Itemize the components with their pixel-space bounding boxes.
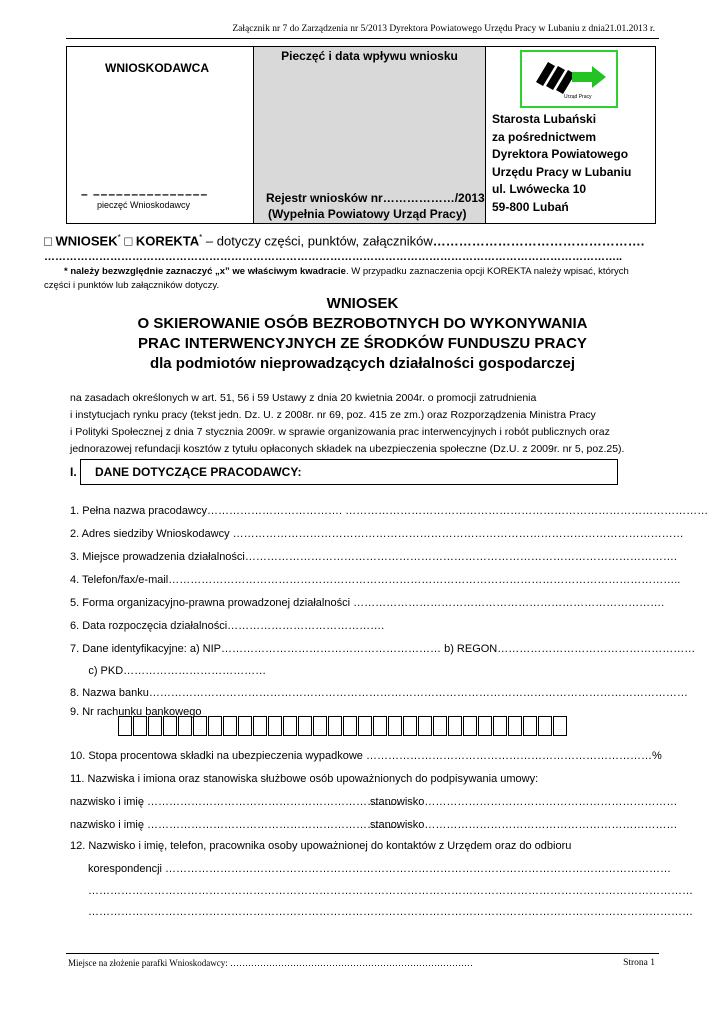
digit-box[interactable] bbox=[463, 716, 477, 736]
digit-box[interactable] bbox=[343, 716, 357, 736]
header-note: Załącznik nr 7 do Zarządzenia nr 5/2013 Dyrektora Powiatowego Urzędu Pracy w Lubaniu z dnia21.01.2013 r. bbox=[232, 24, 655, 34]
header-table bbox=[66, 46, 656, 224]
checkbox-korekta[interactable]: □ bbox=[124, 233, 133, 249]
footnote-mark: * bbox=[117, 233, 121, 242]
stamp-dashes: – ––––––––––––––– bbox=[81, 187, 209, 201]
digit-box[interactable] bbox=[313, 716, 327, 736]
registry-line: Rejestr wniosków nr………………/2013 bbox=[266, 191, 485, 205]
intro-line: na zasadach określonych w art. 51, 56 i 59 Ustawy z dnia 20 kwietnia 2004r. o promocji zatrudnienia bbox=[70, 392, 537, 404]
field-contact-person[interactable]: korespondencji ………………………………………………………………………………………………………………………… bbox=[88, 863, 672, 875]
digit-box[interactable] bbox=[223, 716, 237, 736]
digit-box[interactable] bbox=[283, 716, 297, 736]
digit-box[interactable] bbox=[358, 716, 372, 736]
field-pkd[interactable]: c) PKD………………………………… bbox=[70, 665, 267, 677]
digit-box[interactable] bbox=[403, 716, 417, 736]
digit-box[interactable] bbox=[118, 716, 132, 736]
field-contact-person-label: 12. Nazwisko i imię, telefon, pracownika osoby upoważnionej do kontaktów z Urzędem oraz do odbioru bbox=[70, 840, 572, 852]
field-signatories-label: 11. Nazwiska i imiona oraz stanowiska służbowe osób upoważnionych do podpisywania umowy: bbox=[70, 773, 539, 785]
digit-box[interactable] bbox=[448, 716, 462, 736]
digit-box[interactable] bbox=[478, 716, 492, 736]
field-bank-name[interactable]: 8. Nazwa banku………………………………………………………………………………………………………………………………… bbox=[70, 687, 688, 699]
digit-box[interactable] bbox=[418, 716, 432, 736]
digit-box[interactable] bbox=[148, 716, 162, 736]
intro-paragraph bbox=[70, 390, 624, 458]
addressee-block bbox=[492, 111, 631, 216]
field-start-date[interactable]: 6. Data rozpoczęcia działalności……………………………………. bbox=[70, 620, 385, 632]
field-place-of-activity[interactable]: 3. Miejsce prowadzenia działalności………………………………………………………………………………………………………. bbox=[70, 551, 677, 563]
address-line: Starosta Lubański bbox=[492, 112, 597, 126]
digit-box[interactable] bbox=[388, 716, 402, 736]
digit-box[interactable] bbox=[373, 716, 387, 736]
digit-box[interactable] bbox=[538, 716, 552, 736]
applicant-label: WNIOSKODAWCA bbox=[105, 61, 209, 75]
address-line: 59-800 Lubań bbox=[492, 199, 569, 214]
option-korekta-label: KOREKTA bbox=[135, 233, 200, 249]
initials-field[interactable]: Miejsce na złożenie parafki Wnioskodawcy: ……………………………………………………………………… bbox=[68, 958, 474, 968]
intro-line: i Polityki Społecznej z dnia 7 stycznia 2009r. w sprawie organizowania prac interwencyjnych i robót publicznych oraz bbox=[70, 426, 610, 438]
page-number: Strona 1 bbox=[623, 958, 655, 968]
address-line: Dyrektora Powiatowego bbox=[492, 147, 629, 161]
address-line: za pośrednictwem bbox=[492, 129, 597, 144]
option-dotted-line: ………………………………………………………………………………………………………………………………………….. bbox=[44, 251, 623, 263]
field-contact[interactable]: 4. Telefon/fax/e-mail………………………………………………………………………………………………………………………….. bbox=[70, 574, 681, 586]
digit-box[interactable] bbox=[298, 716, 312, 736]
footer-divider bbox=[66, 953, 659, 954]
field-account-label: 9. Nr rachunku bankowego bbox=[70, 706, 202, 718]
digit-box[interactable] bbox=[523, 716, 537, 736]
footnote bbox=[64, 266, 629, 277]
digit-box[interactable] bbox=[193, 716, 207, 736]
intro-line: jednorazowej refundacji kosztów z tytułu opłaconych składek na ubezpieczenia społeczne (Dz.U. z 2009r. nr 5, poz.25). bbox=[70, 443, 625, 455]
registry-note: (Wypełnia Powiatowy Urząd Pracy) bbox=[268, 207, 467, 221]
title-line-1: WNIOSEK bbox=[326, 295, 399, 312]
blank-line[interactable]: ………………………………………………………………………………………………………………………………………………… bbox=[88, 906, 693, 918]
signatory-name-1[interactable]: nazwisko i imię …………………………………………………………… bbox=[70, 796, 401, 808]
field-employer-name[interactable]: 1. Pełna nazwa pracodawcy………………………………. ……………………………………………………………………………………… bbox=[70, 505, 709, 517]
title-line-2: O SKIEROWANIE OSÓB BEZROBOTNYCH DO WYKONYWANIA bbox=[137, 315, 588, 332]
footnote-mark: * bbox=[199, 233, 203, 242]
footnote-line2: części i punktów lub załączników dotyczy. bbox=[44, 280, 220, 291]
applicant-cell bbox=[67, 47, 254, 223]
blank-line[interactable]: ………………………………………………………………………………………………………………………………………………… bbox=[88, 885, 693, 897]
section-header-box bbox=[80, 459, 618, 485]
option-dots: …………………………………………. bbox=[432, 233, 645, 249]
title-line-3: PRAC INTERWENCYJNYCH ZE ŚRODKÓW FUNDUSZU PRACY bbox=[138, 335, 587, 352]
digit-box[interactable] bbox=[178, 716, 192, 736]
addressee-cell bbox=[486, 47, 655, 223]
section-title: DANE DOTYCZĄCE PRACODAWCY: bbox=[95, 465, 302, 479]
digit-box[interactable] bbox=[208, 716, 222, 736]
option-description: – dotyczy części, punktów, załączników bbox=[205, 233, 433, 249]
digit-box[interactable] bbox=[493, 716, 507, 736]
field-accident-rate[interactable]: 10. Stopa procentowa składki na ubezpieczenia wypadkowe ……………………………………………………………………% bbox=[70, 750, 662, 762]
footnote-bold: * należy bezwzględnie zaznaczyć „x” we właściwym kwadracie bbox=[64, 266, 346, 277]
footnote-rest: . W przypadku zaznaczenia opcji KOREKTA należy wpisać, których bbox=[345, 266, 629, 277]
intro-line: i instytucjach rynku pracy (tekst jedn. Dz. U. z 2008r. nr 69, poz. 415 ze zm.) oraz Rozporządzenia Ministra Pracy bbox=[70, 409, 596, 421]
field-legal-form[interactable]: 5. Forma organizacyjno-prawna prowadzonej działalności …………………………………………………………………………. bbox=[70, 597, 665, 609]
digit-box[interactable] bbox=[328, 716, 342, 736]
section-number: I. bbox=[70, 465, 77, 479]
signatory-position-1[interactable]: stanowisko…………………………………………………………… bbox=[370, 796, 678, 808]
stamp-caption: pieczęć Wnioskodawcy bbox=[97, 200, 191, 210]
signatory-name-2[interactable]: nazwisko i imię …………………………………………………………… bbox=[70, 819, 401, 831]
digit-box[interactable] bbox=[253, 716, 267, 736]
receipt-label: Pieczęć i data wpływu wniosku bbox=[281, 49, 458, 63]
header-divider bbox=[66, 38, 659, 39]
title-line-4: dla podmiotów nieprowadzących działalności gospodarczej bbox=[149, 355, 576, 372]
digit-box[interactable] bbox=[508, 716, 522, 736]
checkbox-wniosek[interactable]: □ bbox=[44, 233, 52, 249]
field-address[interactable]: 2. Adres siedziby Wnioskodawcy …………………………………………………………………………………………………………… bbox=[70, 528, 684, 540]
digit-box[interactable] bbox=[268, 716, 282, 736]
option-line bbox=[44, 233, 644, 248]
option-wniosek-label: WNIOSEK bbox=[55, 233, 118, 249]
digit-box[interactable] bbox=[553, 716, 567, 736]
digit-box[interactable] bbox=[433, 716, 447, 736]
office-logo bbox=[520, 50, 618, 108]
signatory-position-2[interactable]: stanowisko…………………………………………………………… bbox=[370, 819, 678, 831]
address-line: Urzędu Pracy w Lubaniu bbox=[492, 164, 632, 179]
logo-caption: Urząd Pracy bbox=[564, 94, 592, 100]
digit-box[interactable] bbox=[133, 716, 147, 736]
address-line: ul. Lwówecka 10 bbox=[492, 182, 587, 196]
digit-box[interactable] bbox=[238, 716, 252, 736]
account-number-boxes[interactable] bbox=[118, 716, 568, 736]
receipt-cell bbox=[254, 47, 486, 223]
digit-box[interactable] bbox=[163, 716, 177, 736]
field-identifiers[interactable]: 7. Dane identyfikacyjne: a) NIP…………………………………………………… b) REGON……………………………………………… bbox=[70, 643, 696, 655]
